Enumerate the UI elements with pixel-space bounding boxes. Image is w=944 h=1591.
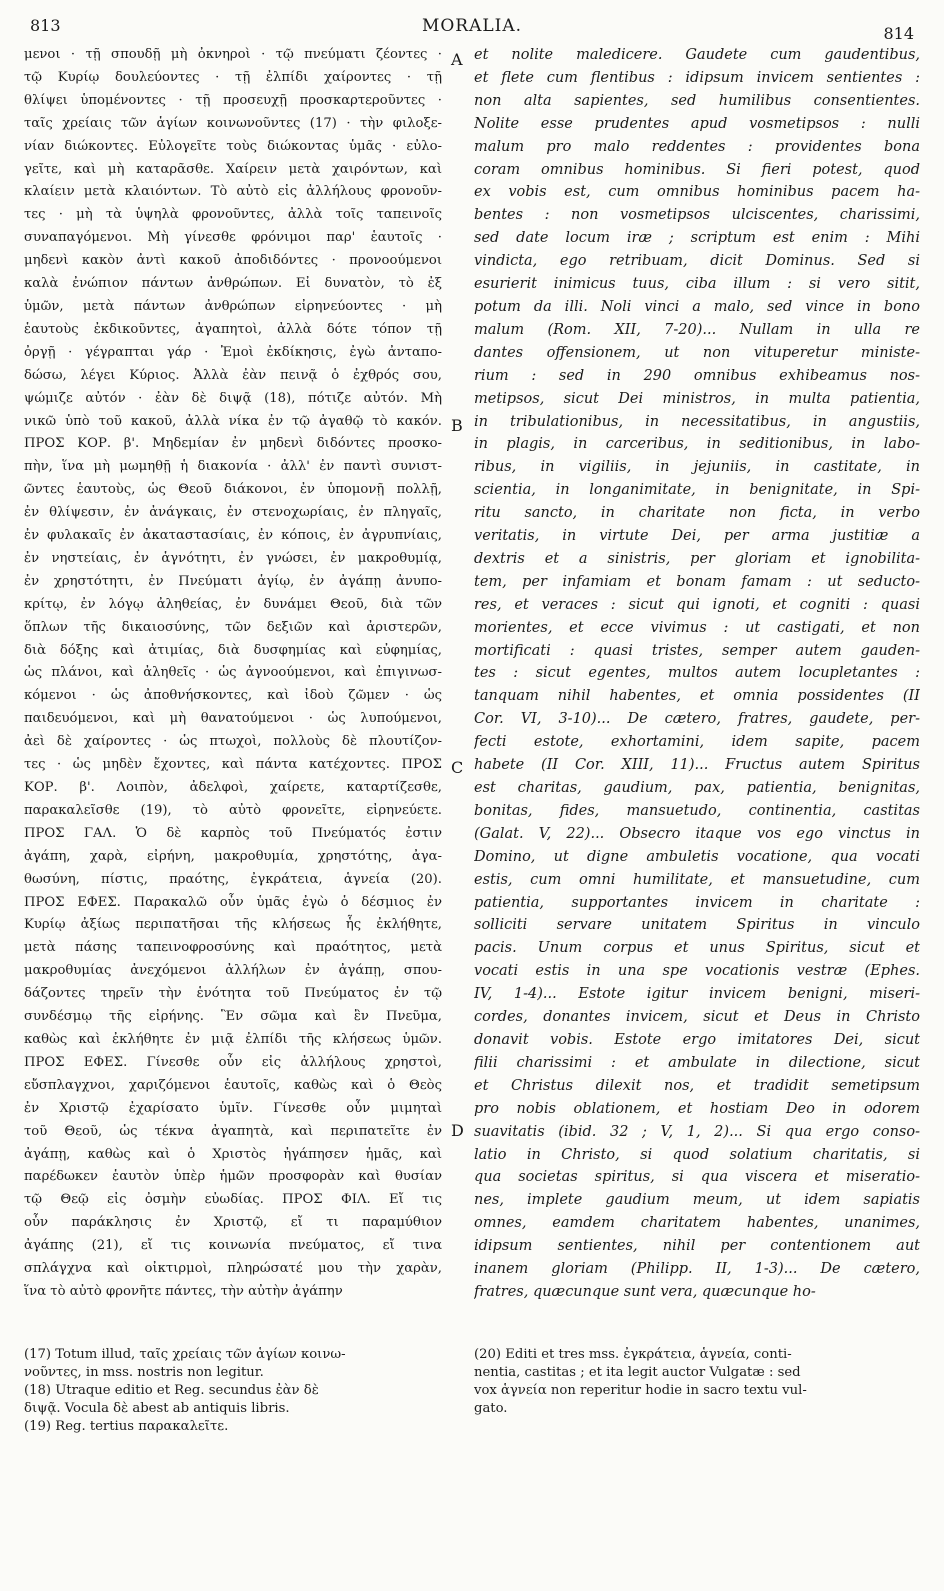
greek-text-line: ὀργῇ · γέγραπται γάρ · Ἐμοὶ ἐκδίκησις, ἐγὼ ἀνταπο-	[24, 344, 442, 360]
greek-text-line: κόμενοι · ὡς ἀποθνήσκοντες, καὶ ἰδοὺ ζῶμεν · ὡς	[24, 688, 442, 704]
latin-text-line: et Christus dilexit nos, et tradidit semetipsum	[474, 1077, 920, 1094]
latin-text-line: habete (II Cor. XIII, 11)... Fructus autem Spiritus	[474, 757, 920, 774]
greek-text-line: ἵνα τὸ αὐτὸ φρονῆτε πάντες, τὴν αὐτὴν ἀγάπην	[24, 1283, 343, 1299]
footnote-line: (19) Reg. tertius παρακαλεῖτε.	[24, 1419, 229, 1434]
latin-text-line: esurierit inimicus tuus, ciba illum : si vero sitit,	[474, 276, 920, 293]
greek-text-line: θωσύνη, πίστις, πραότης, ἐγκράτεια, ἁγνεία (20).	[24, 871, 442, 887]
latin-text-line: vindicta, ego retribuam, dicit Dominus. Sed si	[474, 253, 920, 270]
greek-text-line: μηδενὶ κακὸν ἀντὶ κακοῦ ἀποδιδόντες · προνοούμενοι	[24, 253, 442, 269]
latin-text-line: (Galat. V, 22)... Obsecro itaque vos ego vinctus in	[474, 825, 920, 842]
latin-text-line: Domino, ut digne ambuletis vocatione, qua vocati	[474, 848, 920, 865]
latin-text-line: estis, cum omni humilitate, et mansuetudine, cum	[474, 871, 920, 888]
greek-text-line: δώσω, λέγει Κύριος. Ἀλλὰ ἐὰν πεινᾷ ὁ ἐχθρός σου,	[24, 367, 442, 383]
greek-text-line: δάζοντες τηρεῖν τὴν ἑνότητα τοῦ Πνεύματος ἐν τῷ	[24, 986, 442, 1002]
latin-text-line: dantes offensionem, ut non vituperetur ministe-	[474, 344, 920, 361]
margin-letter-d: D	[451, 1121, 464, 1140]
latin-text-line: metipsos, sicut Dei ministros, in multa patientia,	[474, 390, 920, 407]
greek-text-line: τοῦ Θεοῦ, ὡς τέκνα ἀγαπητὰ, καὶ περιπατεῖτε ἐν	[24, 1123, 442, 1139]
footnote-line: διψᾷ. Vocula δὲ abest ab antiquis libris.	[24, 1401, 290, 1416]
latin-text-line: patientia, supportantes invicem in charitate :	[474, 894, 920, 911]
page-header	[22, 14, 922, 43]
greek-text-line: ἐν χρηστότητι, ἐν Πνεύματι ἁγίῳ, ἐν ἀγάπῃ ἀνυπο-	[24, 573, 442, 589]
greek-text-line: ὅπλων τῆς δικαιοσύνης, τῶν δεξιῶν καὶ ἀριστερῶν,	[24, 619, 442, 635]
greek-text-line: ΠΡΟΣ ΓΑΛ. Ὁ δὲ καρπὸς τοῦ Πνεύματός ἐστιν	[24, 825, 442, 841]
latin-text-line: rium : sed in 290 omnibus exhibeamus nos-	[474, 367, 920, 384]
latin-text-line: malum pro malo reddentes : providentes bona	[474, 138, 920, 155]
latin-text-line: non alta sapientes, sed humilibus consentientes.	[474, 92, 920, 109]
greek-text-line: τες · μὴ τὰ ὑψηλὰ φρονοῦντες, ἀλλὰ τοῖς ταπεινοῖς	[24, 207, 442, 223]
latin-text-line: pacis. Unum corpus et unus Spiritus, sicut et	[474, 940, 920, 957]
latin-text-line: fratres, quæcunque sunt vera, quæcunque ho-	[474, 1283, 816, 1300]
footnote-line: νοῦντες, in mss. nostris non legitur.	[24, 1365, 264, 1380]
latin-text-line: suavitatis (ibid. 32 ; V, 1, 2)... Si qua ergo conso-	[474, 1123, 920, 1140]
greek-column	[24, 44, 442, 1304]
greek-text-line: ἐν Χριστῷ ἐχαρίσατο ὑμῖν. Γίνεσθε οὖν μιμηταὶ	[24, 1100, 442, 1116]
greek-text-line: ἐν φυλακαῖς ἐν ἀκαταστασίαις, ἐν κόποις, ἐν ἀγρυπνίαις,	[24, 528, 442, 544]
latin-text-line: ribus, in vigiliis, in jejuniis, in castitate, in	[474, 459, 920, 476]
greek-text-line: ἀγάπῃ, καθὼς καὶ ὁ Χριστὸς ἠγάπησεν ἡμᾶς, καὶ	[24, 1146, 442, 1162]
latin-text-line: res, et veraces : sicut qui ignoti, et cogniti : quasi	[474, 596, 920, 613]
latin-text-line: in tribulationibus, in necessitatibus, in angustiis,	[474, 413, 920, 430]
greek-text-line: μακροθυμίας ἀνεχόμενοι ἀλλήλων ἐν ἀγάπῃ, σπου-	[24, 963, 442, 979]
greek-text-line: διὰ δόξης καὶ ἀτιμίας, διὰ δυσφημίας καὶ εὐφημίας,	[24, 642, 442, 658]
margin-letter-c: C	[451, 758, 464, 777]
greek-text-line: πὴν, ἵνα μὴ μωμηθῇ ἡ διακονία · ἀλλ' ἐν παντὶ συνιστ-	[24, 459, 442, 475]
latin-text-line: bonitas, fides, mansuetudo, continentia, castitas	[474, 802, 920, 819]
latin-text-line: latio in Christo, si quod solatium charitatis, si	[474, 1146, 920, 1163]
latin-text-line: veritatis, in virtute Dei, per arma justitiæ a	[474, 528, 920, 545]
latin-text-line: et flete cum flentibus : idipsum invicem sentientes :	[474, 69, 920, 86]
latin-text-line: coram omnibus hominibus. Si fieri potest, quod	[474, 161, 920, 178]
latin-text-line: idipsum sentientes, nihil per contentionem aut	[474, 1238, 920, 1255]
greek-text-line: ΠΡΟΣ ΕΦΕΣ. Γίνεσθε οὖν εἰς ἀλλήλους χρηστοὶ,	[24, 1054, 442, 1070]
greek-text-line: ὑμῶν, μετὰ πάντων ἀνθρώπων εἰρηνεύοντες · μὴ	[24, 298, 442, 314]
latin-text-line: tem, per infamiam et bonam famam : ut seducto-	[474, 573, 920, 590]
greek-text-line: συνδέσμῳ τῆς εἰρήνης. Ἓν σῶμα καὶ ἓν Πνεῦμα,	[24, 1009, 442, 1025]
greek-text-line: ἐν θλίψεσιν, ἐν ἀνάγκαις, ἐν στενοχωρίαις, ἐν πληγαῖς,	[24, 505, 442, 521]
margin-letter-a: A	[451, 50, 463, 69]
latin-text-line: malum (Rom. XII, 7-20)... Nullam in ulla re	[474, 321, 920, 338]
greek-text-line: ῶντες ἑαυτοὺς, ὡς Θεοῦ διάκονοι, ἐν ὑπομονῇ πολλῇ,	[24, 482, 442, 498]
greek-text-line: ΚΟΡ. β'. Λοιπὸν, ἀδελφοὶ, χαίρετε, καταρτίζεσθε,	[24, 780, 442, 795]
latin-text-line: cordes, donantes invicem, sicut et Deus in Christo	[474, 1009, 920, 1026]
greek-text-line: τῷ Κυρίῳ δουλεύοντες · τῇ ἐλπίδι χαίροντες · τῇ	[24, 69, 442, 85]
greek-text-line: ἑαυτοὺς ἐκδικοῦντες, ἀγαπητοὶ, ἀλλὰ δότε τόπον τῇ	[24, 321, 442, 337]
latin-text-line: et nolite maledicere. Gaudete cum gaudentibus,	[474, 47, 920, 63]
greek-text-line: ταῖς χρείαις τῶν ἁγίων κοινωνοῦντες (17) · τὴν φιλοξε-	[24, 115, 442, 131]
footnote-line: (18) Utraque editio et Reg. secundus ἐὰν δὲ	[24, 1383, 319, 1398]
greek-text-line: ἐν νηστείαις, ἐν ἁγνότητι, ἐν γνώσει, ἐν μακροθυμίᾳ,	[24, 550, 442, 566]
latin-text-line: donavit vobis. Estote ergo imitatores Dei, sicut	[474, 1031, 920, 1048]
greek-text-line: ψώμιζε αὐτόν · ἐὰν δὲ διψᾷ (18), πότιζε αὐτόν. Μὴ	[24, 390, 442, 406]
latin-text-line: IV, 1-4)... Estote igitur invicem benigni, miseri-	[474, 986, 920, 1003]
footnote-line: (17) Totum illud, ταῖς χρείαις τῶν ἁγίων κοινω-	[24, 1347, 346, 1362]
latin-text-line: nes, implete gaudium meum, ut idem sapiatis	[474, 1192, 920, 1209]
greek-text-line: παρακαλεῖσθε (19), τὸ αὐτὸ φρονεῖτε, εἰρηνεύετε.	[24, 802, 442, 818]
latin-text-line: Nolite esse prudentes apud vosmetipsos : nulli	[474, 115, 920, 132]
greek-text-line: ἀγάπη, χαρὰ, εἰρήνη, μακροθυμία, χρηστότης, ἀγα-	[24, 848, 442, 864]
footnotes-left	[24, 1346, 442, 1436]
footnote-line: (20) Editi et tres mss. ἐγκράτεια, ἁγνεία, conti-	[474, 1347, 792, 1362]
latin-text-line: vocati estis in una spe vocationis vestræ (Ephes.	[474, 963, 920, 980]
greek-text-line: τες · ὡς μηδὲν ἔχοντες, καὶ πάντα κατέχοντες. ΠΡΟΣ	[24, 757, 442, 773]
latin-text-line: omnes, eamdem charitatem habentes, unanimes,	[474, 1215, 920, 1232]
latin-text-line: solliciti servare unitatem Spiritus in vinculo	[474, 917, 920, 934]
greek-text-line: εὔσπλαγχνοι, χαριζόμενοι ἑαυτοῖς, καθὼς καὶ ὁ Θεὸς	[24, 1077, 442, 1093]
latin-text-line: qua societas spiritus, si qua viscera et miseratio-	[474, 1169, 920, 1186]
greek-text-line: μετὰ πάσης ταπεινοφροσύνης καὶ πραότητος, μετὰ	[24, 940, 442, 956]
page-number-left: 813	[30, 16, 61, 35]
greek-text-line: οὖν παράκλησις ἐν Χριστῷ, εἴ τι παραμύθιον	[24, 1215, 442, 1231]
latin-text-line: filii charissimi : et ambulate in dilectione, sicut	[474, 1054, 920, 1071]
greek-text-line: καλὰ ἐνώπιον πάντων ἀνθρώπων. Εἰ δυνατὸν, τὸ ἐξ	[24, 276, 442, 292]
latin-text-line: fecti estote, exhortamini, idem sapite, pacem	[474, 734, 920, 751]
latin-column	[474, 44, 920, 1304]
greek-text-line: ΠΡΟΣ ΚΟΡ. β'. Μηδεμίαν ἐν μηδενὶ διδόντες προσκο-	[24, 436, 442, 452]
footnote-line: gato.	[474, 1401, 508, 1416]
latin-text-line: est charitas, gaudium, pax, patientia, benignitas,	[474, 780, 920, 796]
latin-text-line: tes : sicut egentes, multos autem locupletantes :	[474, 665, 920, 682]
greek-text-line: παρέδωκεν ἑαυτὸν ὑπὲρ ἡμῶν προσφορὰν καὶ θυσίαν	[24, 1169, 442, 1185]
latin-text-line: inanem gloriam (Philipp. II, 1-3)... De cætero,	[474, 1261, 920, 1278]
latin-text-line: morientes, et ecce vivimus : ut castigati, et non	[474, 619, 920, 636]
latin-text-line: pro nobis oblationem, et hostiam Deo in odorem	[474, 1100, 920, 1117]
footnote-line: nentia, castitas ; et ita legit auctor Vulgatæ : sed	[474, 1365, 801, 1380]
latin-text-line: bentes : non vosmetipsos ulciscentes, charissimi,	[474, 207, 920, 224]
latin-text-line: ritu sancto, in charitate non ficta, in verbo	[474, 505, 920, 522]
latin-text-line: sed date locum iræ ; scriptum est enim : Mihi	[474, 230, 920, 247]
latin-text-line: dextris et a sinistris, per gloriam et ignobilita-	[474, 550, 920, 567]
latin-text-line: tanquam nihil habentes, et omnia possidentes (II	[474, 688, 920, 705]
running-title: MORALIA.	[421, 16, 523, 36]
greek-text-line: γεῖτε, καὶ μὴ καταρᾶσθε. Χαίρειν μετὰ χαιρόντων, καὶ	[24, 161, 442, 177]
greek-text-line: θλίψει ὑπομένοντες · τῇ προσευχῇ προσκαρτεροῦντες ·	[24, 92, 442, 108]
latin-text-line: mortificati : quasi tristes, semper autem gauden-	[474, 642, 920, 659]
latin-text-line: scientia, in longanimitate, in benignitate, in Spi-	[474, 482, 920, 499]
latin-text-line: ex vobis est, cum omnibus hominibus pacem ha-	[474, 184, 920, 201]
greek-text-line: σπλάγχνα καὶ οἰκτιρμοὶ, πληρώσατέ μου τὴν χαρὰν,	[24, 1261, 442, 1277]
greek-text-line: κρίτῳ, ἐν λόγῳ ἀληθείας, ἐν δυνάμει Θεοῦ, διὰ τῶν	[24, 596, 442, 612]
greek-text-line: Κυρίῳ ἀξίως περιπατῆσαι τῆς κλήσεως ἧς ἐκλήθητε,	[24, 917, 442, 933]
greek-text-line: μενοι · τῇ σπουδῇ μὴ ὀκνηροὶ · τῷ πνεύματι ζέοντες ·	[24, 47, 442, 62]
greek-text-line: συναπαγόμενοι. Μὴ γίνεσθε φρόνιμοι παρ' ἑαυτοῖς ·	[24, 230, 442, 246]
greek-text-line: νίαν διώκοντες. Εὐλογεῖτε τοὺς διώκοντας ὑμᾶς · εὐλο-	[24, 138, 442, 154]
greek-text-line: ἀεὶ δὲ χαίροντες · ὡς πτωχοὶ, πολλοὺς δὲ πλουτίζον-	[24, 734, 442, 750]
greek-text-line: τῷ Θεῷ εἰς ὀσμὴν εὐωδίας. ΠΡΟΣ ΦΙΛ. Εἴ τις	[24, 1192, 442, 1208]
greek-text-line: ἀγάπης (21), εἴ τις κοινωνία πνεύματος, εἴ τινα	[24, 1238, 442, 1254]
page-number-right: 814	[883, 24, 914, 43]
margin-letter-b: B	[451, 416, 463, 435]
greek-text-line: κλαίειν μετὰ κλαιόντων. Τὸ αὐτὸ εἰς ἀλλήλους φρονοῦν-	[24, 184, 442, 200]
latin-text-line: potum da illi. Noli vinci a malo, sed vince in bono	[474, 298, 920, 315]
greek-text-line: ΠΡΟΣ ΕΦΕΣ. Παρακαλῶ οὖν ὑμᾶς ἐγὼ ὁ δέσμιος ἐν	[24, 894, 442, 910]
latin-text-line: Cor. VI, 3-10)... De cætero, fratres, gaudete, per-	[474, 711, 920, 728]
greek-text-line: παιδευόμενοι, καὶ μὴ θανατούμενοι · ὡς λυπούμενοι,	[24, 711, 442, 727]
greek-text-line: καθὼς καὶ ἐκλήθητε ἐν μιᾷ ἐλπίδι τῆς κλήσεως ὑμῶν.	[24, 1031, 442, 1047]
greek-text-line: νικῶ ὑπὸ τοῦ κακοῦ, ἀλλὰ νίκα ἐν τῷ ἀγαθῷ τὸ κακόν.	[24, 413, 442, 429]
footnote-line: vox ἁγνεία non reperitur hodie in sacro textu vul-	[474, 1383, 807, 1398]
footnotes-right	[474, 1346, 920, 1418]
latin-text-line: in plagis, in carceribus, in seditionibus, in labo-	[474, 436, 920, 453]
greek-text-line: ὡς πλάνοι, καὶ ἀληθεῖς · ὡς ἀγνοούμενοι, καὶ ἐπιγινωσ-	[24, 665, 442, 681]
